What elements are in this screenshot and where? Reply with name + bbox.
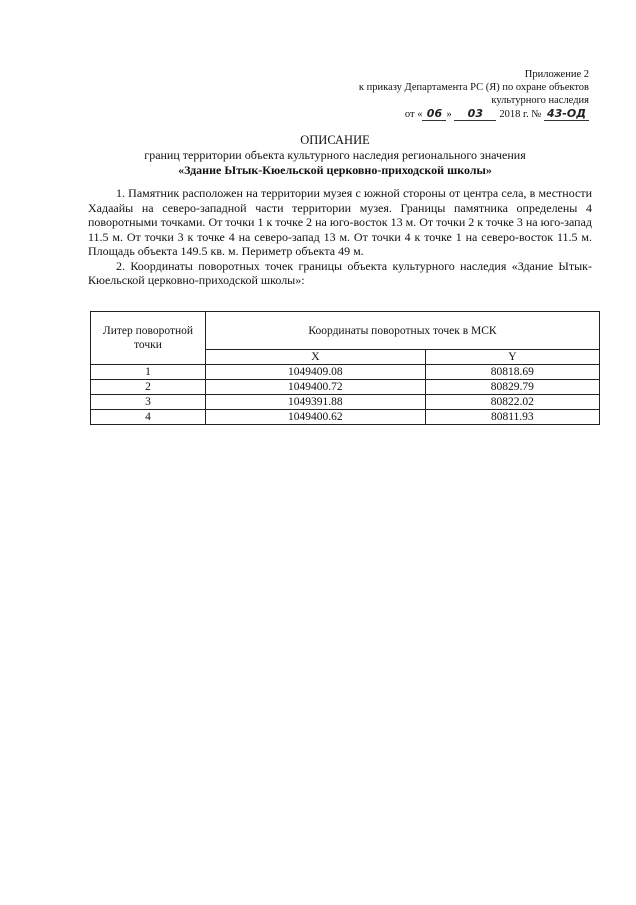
point-cell: 1	[91, 365, 206, 380]
x-cell: 1049391.88	[206, 395, 426, 410]
description-body	[88, 186, 592, 288]
paragraph-coordinates-intro: 2. Координаты поворотных точек границы объекта культурного наследия «Здание Ытык-Кюельской церковно-приходской школы»:	[88, 258, 592, 287]
object-name: «Здание Ытык-Кюельской церковно-приходской школы»	[178, 163, 492, 177]
table-header-row	[91, 312, 600, 350]
point-cell: 4	[91, 410, 206, 425]
y-cell: 80818.69	[425, 365, 599, 380]
document-title	[90, 133, 580, 178]
order-reference: к приказу Департамента РС (Я) по охране объектов	[358, 82, 589, 93]
table-row	[91, 380, 600, 395]
y-cell: 80811.93	[425, 410, 599, 425]
order-number: 43-ОД	[544, 108, 589, 121]
x-cell: 1049400.72	[206, 380, 426, 395]
date-year: 2018 г. №	[499, 109, 542, 120]
point-cell: 2	[91, 380, 206, 395]
date-mid: »	[446, 109, 452, 120]
point-column-header: Литер поворотной точки	[91, 312, 206, 365]
y-column-header: Y	[425, 350, 599, 365]
coords-column-header: Координаты поворотных точек в МСК	[206, 312, 600, 350]
title-heading: ОПИСАНИЕ	[300, 133, 370, 147]
document-header	[359, 68, 589, 121]
table-row	[91, 365, 600, 380]
y-cell: 80829.79	[425, 380, 599, 395]
order-reference-cont: культурного наследия	[491, 95, 589, 106]
table-row	[91, 395, 600, 410]
point-cell: 3	[91, 395, 206, 410]
x-cell: 1049409.08	[206, 365, 426, 380]
paragraph-location: 1. Памятник расположен на территории музея с южной стороны от центра села, в местности Хадаайы на северо-западной части территории музея. Границы памятника определены 4 поворотными точками. От точки 1 к точке 2 на юго-восток 13 м. От точки 2 к точке 3 на юго-запад 11.5 м. От точки 3 к точке 4 на северо-запад 13 м. От точки 4 к точке 1 на северо-восток 11.5 м. Площадь объекта 149.5 кв. м. Периметр объекта 49 м.	[88, 186, 592, 258]
order-date-line	[359, 108, 589, 121]
appendix-label: Приложение 2	[524, 69, 589, 80]
coordinates-table	[90, 311, 600, 425]
date-month: 03	[454, 108, 496, 121]
y-cell: 80822.02	[425, 395, 599, 410]
x-cell: 1049400.62	[206, 410, 426, 425]
date-prefix: от «	[404, 109, 423, 120]
x-column-header: X	[206, 350, 426, 365]
date-day: 06	[422, 108, 446, 121]
title-subheading: границ территории объекта культурного наследия регионального значения	[144, 148, 526, 162]
table-row	[91, 410, 600, 425]
